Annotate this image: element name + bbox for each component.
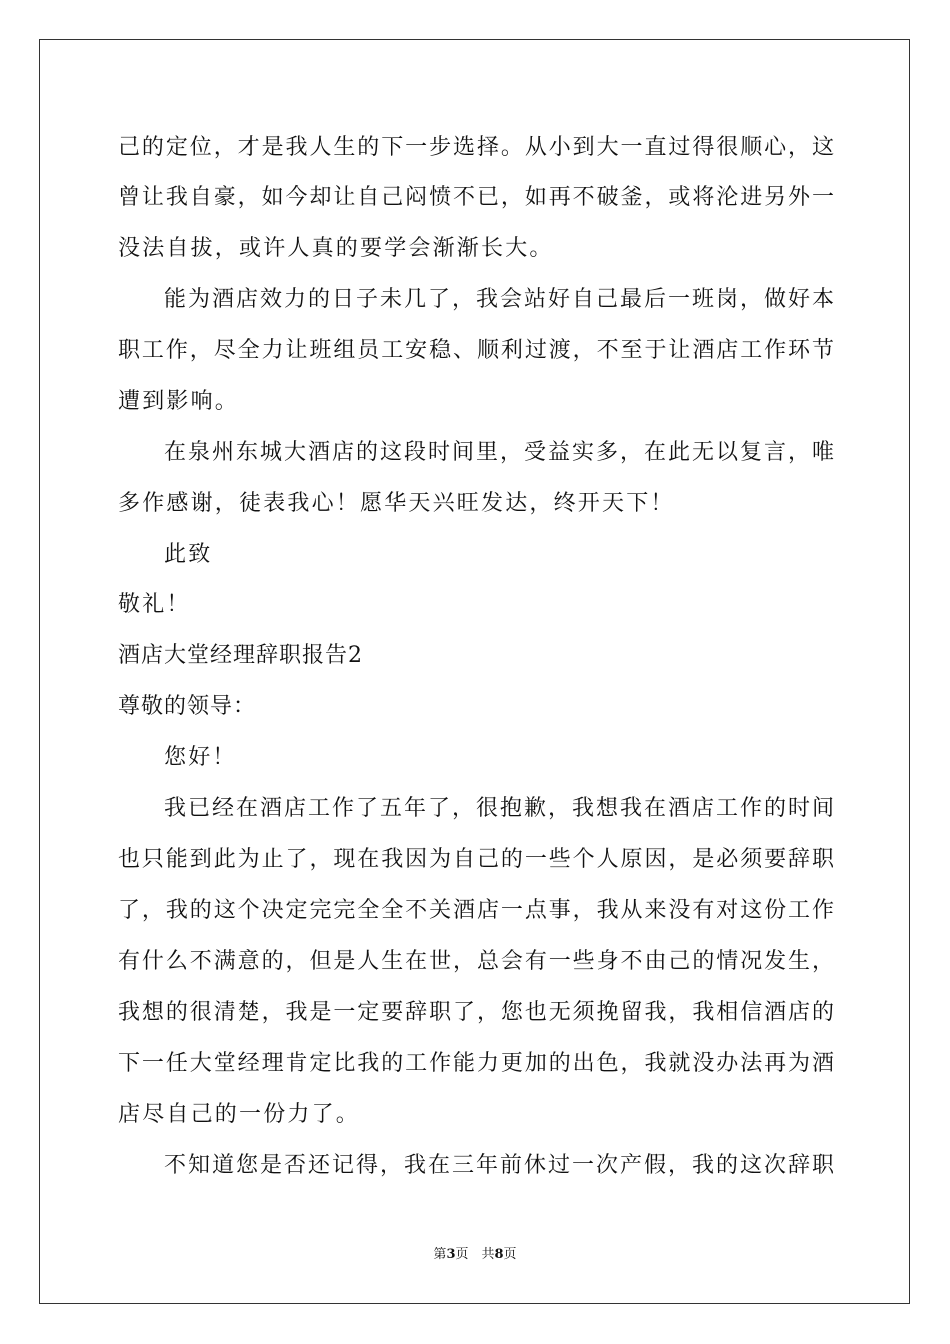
paragraph-line: 在泉州东城大酒店的这段时间里，受益实多，在此无以复言，唯 [164,440,834,465]
letter-greeting: 尊敬的领导： [118,694,257,719]
salutation-regards: 敬礼！ [118,592,191,617]
paragraph-line: 曾让我自豪，如今却让自己闷愤不已，如再不破釜，或将沦进另外一 [118,185,834,210]
paragraph-line: 多作感谢，徒表我心！愿华天兴旺发达，终开天下！ [118,491,675,516]
paragraph-line: 下一任大堂经理肯定比我的工作能力更加的出色，我就没办法再为酒 [118,1051,834,1076]
page-footer [0,1246,950,1264]
footer-page-total: 8 [494,1247,504,1262]
footer-page-current: 3 [446,1247,456,1262]
paragraph-line: 能为酒店效力的日子未几了，我会站好自己最后一班岗，做好本 [164,287,834,312]
paragraph-line: 职工作，尽全力让班组员工安稳、顺利过渡，不至于让酒店工作环节 [118,338,834,363]
footer-page-prefix: 第 [433,1247,447,1262]
paragraph-line: 了，我的这个决定完完全全不关酒店一点事，我从来没有对这份工作 [118,898,834,923]
paragraph-line: 我已经在酒店工作了五年了，很抱歉，我想我在酒店工作的时间 [164,796,834,821]
salutation-closing: 此致 [164,542,213,567]
paragraph-line: 也只能到此为止了，现在我因为自己的一些个人原因，是必须要辞职 [118,847,834,872]
paragraph-line: 没法自拔，或许人真的要学会渐渐长大。 [118,236,554,261]
paragraph-line: 不知道您是否还记得，我在三年前休过一次产假，我的这次辞职 [164,1153,834,1178]
paragraph-line: 己的定位，才是我人生的下一步选择。从小到大一直过得很顺心，这 [118,135,834,160]
section-title: 酒店大堂经理辞职报告2 [118,643,363,668]
paragraph-line: 有什么不满意的，但是人生在世，总会有一些身不由己的情况发生， [118,949,834,974]
paragraph-line: 遭到影响。 [118,389,240,414]
footer-page-mid: 页 共 [455,1247,495,1262]
footer-page-suffix: 页 [503,1247,517,1262]
paragraph-line: 店尽自己的一份力了。 [118,1102,361,1127]
paragraph-line: 我想的很清楚，我是一定要辞职了，您也无须挽留我，我相信酒店的 [118,1000,834,1025]
letter-hello: 您好！ [164,745,237,770]
